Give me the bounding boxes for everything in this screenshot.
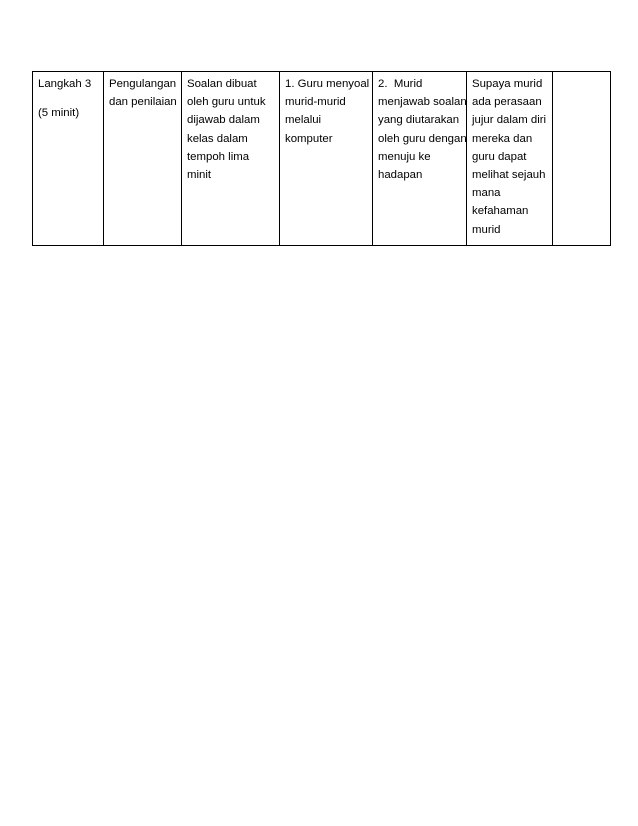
- cell-text-line: 1. Guru menyoal: [285, 78, 370, 90]
- cell-text-line: jujur dalam diri: [472, 114, 547, 127]
- lesson-plan-table: [32, 71, 611, 246]
- cell-text-line: 2. Murid: [378, 78, 423, 90]
- cell-text-line: kelas dalam: [187, 132, 248, 145]
- cell-text-line: oleh guru untuk: [187, 96, 266, 109]
- cell-text-line: melalui: [285, 114, 322, 127]
- cell-text-line: murid: [472, 223, 501, 236]
- cell-text-line: mereka dan: [472, 132, 533, 145]
- cell-text-line: hadapan: [378, 169, 423, 182]
- cell-text-line: murid-murid: [285, 96, 346, 109]
- cell-text-line: komputer: [285, 132, 333, 145]
- table-row: [33, 72, 611, 246]
- cell-text-line: yang diutarakan: [378, 114, 460, 127]
- cell-text-line: dijawab dalam: [187, 114, 260, 127]
- cell-tujuan: [467, 72, 553, 246]
- cell-text-line: guru dapat: [472, 150, 527, 163]
- cell-text-line: menjawab soalan: [378, 96, 467, 109]
- cell-text-line: ada perasaan: [472, 96, 542, 109]
- cell-guru: [280, 72, 373, 246]
- cell-text-line: dan penilaian: [109, 96, 177, 109]
- cell-isi: [182, 72, 280, 246]
- cell-murid: [373, 72, 467, 246]
- cell-text-line: Soalan dibuat: [187, 78, 257, 90]
- cell-langkah: [33, 72, 104, 246]
- cell-text-line: Supaya murid: [472, 78, 543, 90]
- cell-aktiviti: [104, 72, 182, 246]
- step-duration: (5 minit): [38, 107, 80, 120]
- cell-catatan: [553, 72, 611, 246]
- cell-text-line: minit: [187, 169, 212, 182]
- cell-text-line: melihat sejauh: [472, 169, 546, 182]
- cell-text-line: oleh guru dengan: [378, 132, 467, 145]
- cell-text-line: Pengulangan: [109, 78, 177, 90]
- cell-text-line: tempoh lima: [187, 150, 250, 163]
- cell-text-line: kefahaman: [472, 205, 529, 218]
- cell-text-line: menuju ke: [378, 150, 431, 163]
- step-label: Langkah 3: [38, 78, 92, 90]
- cell-text-line: mana: [472, 187, 501, 200]
